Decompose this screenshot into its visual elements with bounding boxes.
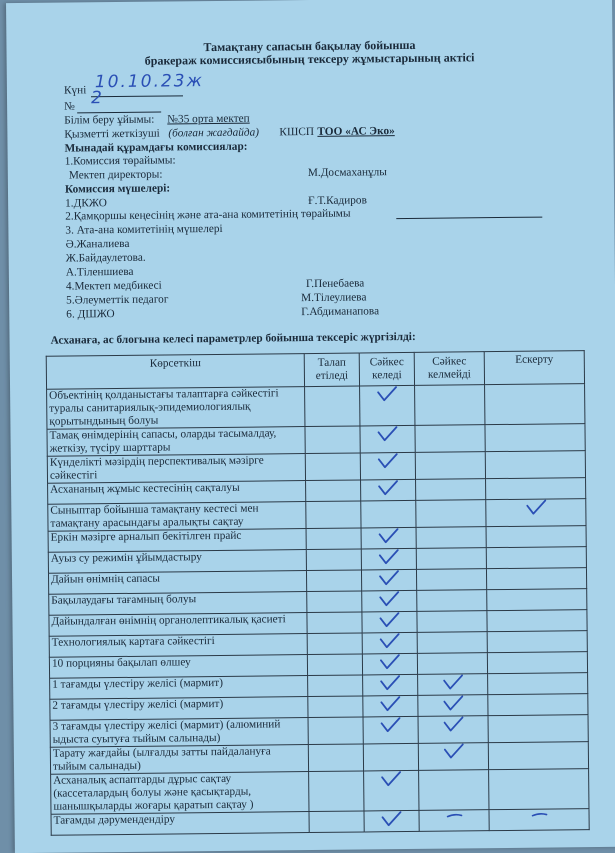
checkmark-icon (380, 811, 402, 827)
row-compliant-cell (362, 590, 417, 612)
member-3-role: 3. Ата-ана комитетінің мүшелері (65, 222, 223, 237)
row-note-cell (488, 694, 588, 716)
row-parameter: Объектінің қолданыстағы талаптарға сәйкестігі туралы санитариялық-эпидемиологиялық қорытындының болуы (47, 387, 305, 430)
row-note-cell (487, 610, 587, 632)
row-note-cell (486, 478, 586, 500)
row-parameter: 1 тағамды үлестіру желісі (мармит) (50, 676, 308, 700)
row-note-cell (486, 568, 586, 590)
member-2-role: 2.Қамқоршы кеңесінің және ата-ана комитетінің төрайымы (65, 207, 351, 223)
member-4-role: 4.Мектеп медбикесі (65, 279, 162, 293)
checkmark-icon (379, 675, 401, 691)
date-label: Күні (63, 84, 87, 97)
row-noncompliant-cell (415, 452, 485, 480)
header-noncompliant: Сәйкес келмейді (414, 352, 484, 386)
row-required-cell (307, 612, 362, 634)
row-compliant-cell (361, 548, 416, 570)
checkmark-icon (379, 654, 401, 670)
checkmark-icon (378, 612, 400, 628)
checkmark-icon (376, 426, 398, 442)
parent-3: А.Тіленшиева (65, 265, 134, 279)
row-compliant-cell (362, 611, 417, 633)
row-noncompliant-cell (416, 527, 486, 549)
row-noncompliant-cell (417, 611, 487, 633)
row-compliant-cell (363, 695, 418, 717)
row-required-cell (305, 386, 360, 427)
table-row (47, 384, 585, 430)
number-label: № (64, 100, 75, 113)
row-noncompliant-cell (415, 385, 485, 426)
header-required: Талап етіледі (304, 353, 359, 387)
row-compliant-cell (362, 632, 417, 654)
row-noncompliant-cell (417, 653, 487, 675)
row-parameter: Сыныптар бойынша тамақтану кестесі мен тамақтану арасындағы аралықты сақтау (48, 502, 306, 532)
row-parameter: Тамақ өнімдерінің сапасы, оларды тасымалдау, жеткізу, түсіру шарттары (47, 427, 305, 457)
member-4-name: Г.Пенебаева (305, 277, 365, 291)
row-parameter: 2 тағамды үлестіру желісі (мармит) (50, 697, 308, 721)
row-parameter: Тарату жағдайы (ылғалды затты пайдалануға тыйым салынады) (50, 745, 308, 775)
table-intro: Асханаға, ас блогына келесі параметрлер бойынша тексеріс жүргізілді: (50, 330, 416, 347)
row-note-cell (485, 451, 585, 479)
row-compliant-cell (363, 674, 418, 696)
row-parameter: 3 тағамды үлестіру желісі (мармит) (алюминий ыдыста суытуға тыйым салынады) (50, 718, 308, 748)
row-required-cell (307, 654, 362, 676)
row-required-cell (307, 591, 362, 613)
row-parameter: 10 порцияны бақылап өлшеу (49, 655, 307, 679)
supplier-prefix: КШСП (279, 125, 315, 139)
row-noncompliant-cell (418, 716, 488, 744)
member-6-role: 6. ДШЖО (66, 308, 115, 321)
checkmark-icon (378, 528, 400, 544)
row-note-cell (486, 499, 586, 527)
checkmark-icon (380, 717, 402, 733)
row-noncompliant-cell (416, 500, 486, 528)
row-noncompliant-cell (419, 770, 489, 811)
dash-mark-icon (531, 811, 547, 819)
row-note-cell (487, 631, 587, 653)
row-required-cell (306, 528, 361, 550)
checkmark-icon (442, 716, 464, 732)
member-2-blank-line (396, 217, 542, 220)
row-note-cell (488, 673, 588, 695)
row-parameter: Күнделікті мәзірдің перспективалық мәзірге сәйкестігі (47, 454, 305, 484)
row-required-cell (306, 549, 361, 571)
row-compliant-cell (361, 500, 416, 528)
edu-label: Білім беру ұйымы: (64, 113, 155, 127)
member-5-role: 5.Әлеуметтік педагог (66, 293, 169, 307)
row-note-cell (485, 384, 585, 425)
checkmark-icon (442, 695, 464, 711)
parent-2: Ж.Байдаулетова. (65, 251, 146, 265)
row-parameter: Технологиялық картаға сәйкестігі (49, 634, 307, 658)
row-note-cell (489, 769, 589, 810)
checkmark-icon (379, 633, 401, 649)
row-noncompliant-cell (416, 479, 486, 501)
row-compliant-cell (360, 385, 415, 426)
member-5-name: М.Тілеулиева (301, 291, 367, 305)
number-value: 2 (90, 88, 104, 109)
row-compliant-cell (360, 452, 415, 480)
row-parameter: Бақылаудағы тағамның болуы (49, 592, 307, 616)
row-parameter: Еркін мәзірге арналып бекітілген прайс (48, 529, 306, 553)
table-row (51, 769, 589, 815)
commission-heading: Мынадай құрамдағы комиссиялар: (64, 140, 248, 155)
member-1-role: 1.ДКЖО (65, 197, 107, 210)
row-noncompliant-cell (418, 674, 488, 696)
row-note-cell (488, 715, 588, 743)
checkmark-icon (380, 771, 402, 787)
row-noncompliant-cell (417, 632, 487, 654)
row-note-cell (487, 589, 587, 611)
checkmark-icon (378, 591, 400, 607)
supplier-label: Қызметті жеткізуші (64, 127, 160, 141)
inspection-table (46, 350, 590, 836)
dash-mark-icon (446, 811, 462, 819)
members-heading: Комиссия мүшелері: (64, 182, 171, 196)
row-compliant-cell (364, 810, 419, 832)
row-note-cell (487, 652, 587, 674)
date-value: 10.10.23ж (94, 71, 204, 93)
checkmark-icon (377, 453, 399, 469)
supplier-value: ТОО «АС Эко» (317, 125, 395, 138)
chair-role: Мектеп директоры: (68, 168, 163, 182)
row-noncompliant-cell (416, 569, 486, 591)
row-noncompliant-cell (417, 590, 487, 612)
checkmark-icon (379, 696, 401, 712)
member-1-name: Ғ.Т.Кадиров (308, 194, 367, 208)
row-compliant-cell (364, 770, 419, 811)
document-sheet (6, 0, 615, 853)
header-indicator: Көрсеткіш (46, 354, 304, 390)
checkmark-icon (378, 549, 400, 565)
row-noncompliant-cell (418, 695, 488, 717)
row-parameter: Ауыз су режимін ұйымдастыру (48, 550, 306, 574)
chair-heading: 1.Комиссия төрайымы: (64, 154, 176, 168)
checkmark-icon (442, 674, 464, 690)
row-noncompliant-cell (415, 425, 485, 453)
row-required-cell (306, 480, 361, 502)
row-note-cell (489, 809, 589, 831)
row-required-cell (306, 501, 361, 529)
row-parameter: Дайын өнімнің сапасы (48, 571, 306, 595)
title-line-2: бракераж комиссиясыбының тексеру жұмыстарының актісі (144, 50, 475, 68)
row-note-cell (486, 526, 586, 548)
row-noncompliant-cell (419, 810, 489, 832)
row-note-cell (486, 547, 586, 569)
row-note-cell (488, 742, 588, 770)
row-noncompliant-cell (418, 743, 488, 771)
row-compliant-cell (363, 716, 418, 744)
row-compliant-cell (362, 653, 417, 675)
row-required-cell (309, 811, 364, 833)
member-6-name: Г.Абдиманапова (301, 305, 380, 319)
row-required-cell (306, 570, 361, 592)
table-header-row (46, 351, 584, 390)
date-underline (91, 95, 183, 97)
header-compliant: Сәйкес келеді (359, 352, 414, 386)
row-parameter: Тағамды дәрумендендіру (51, 812, 309, 836)
checkmark-icon (525, 500, 547, 516)
checkmark-icon (377, 480, 399, 496)
row-required-cell (305, 453, 360, 481)
title-line-1: Тамақтану сапасын бақылау бойынша (203, 37, 416, 55)
header-note: Ескерту (484, 351, 584, 385)
row-required-cell (308, 696, 363, 718)
row-parameter: Асханалық аспаптарды дұрыс сақтау (кассеталардың болуы және қасықтарды, шанышқыларды жоғары қаратып сақтау ) (51, 772, 309, 815)
row-compliant-cell (361, 527, 416, 549)
row-required-cell (308, 717, 363, 745)
row-note-cell (485, 424, 585, 452)
row-compliant-cell (363, 743, 418, 771)
row-parameter: Дайындалған өнімнің органолептикалық қасиеті (49, 613, 307, 637)
supplier-note: (болған жағдайда) (168, 126, 260, 140)
edu-value: №35 орта мектеп (167, 112, 250, 126)
row-noncompliant-cell (416, 548, 486, 570)
parent-1: Ә.Жаналиева (65, 237, 130, 251)
chair-name: М.Досмаханұлы (307, 166, 387, 180)
row-compliant-cell (360, 425, 415, 453)
row-compliant-cell (361, 569, 416, 591)
row-required-cell (309, 771, 364, 812)
checkmark-icon (378, 570, 400, 586)
checkmark-icon (442, 743, 464, 759)
row-required-cell (308, 675, 363, 697)
row-required-cell (305, 426, 360, 454)
row-required-cell (308, 744, 363, 772)
row-parameter: Асхананың жұмыс кестесінің сақталуы (48, 481, 306, 505)
row-compliant-cell (361, 479, 416, 501)
row-required-cell (307, 633, 362, 655)
checkmark-icon (376, 386, 398, 402)
